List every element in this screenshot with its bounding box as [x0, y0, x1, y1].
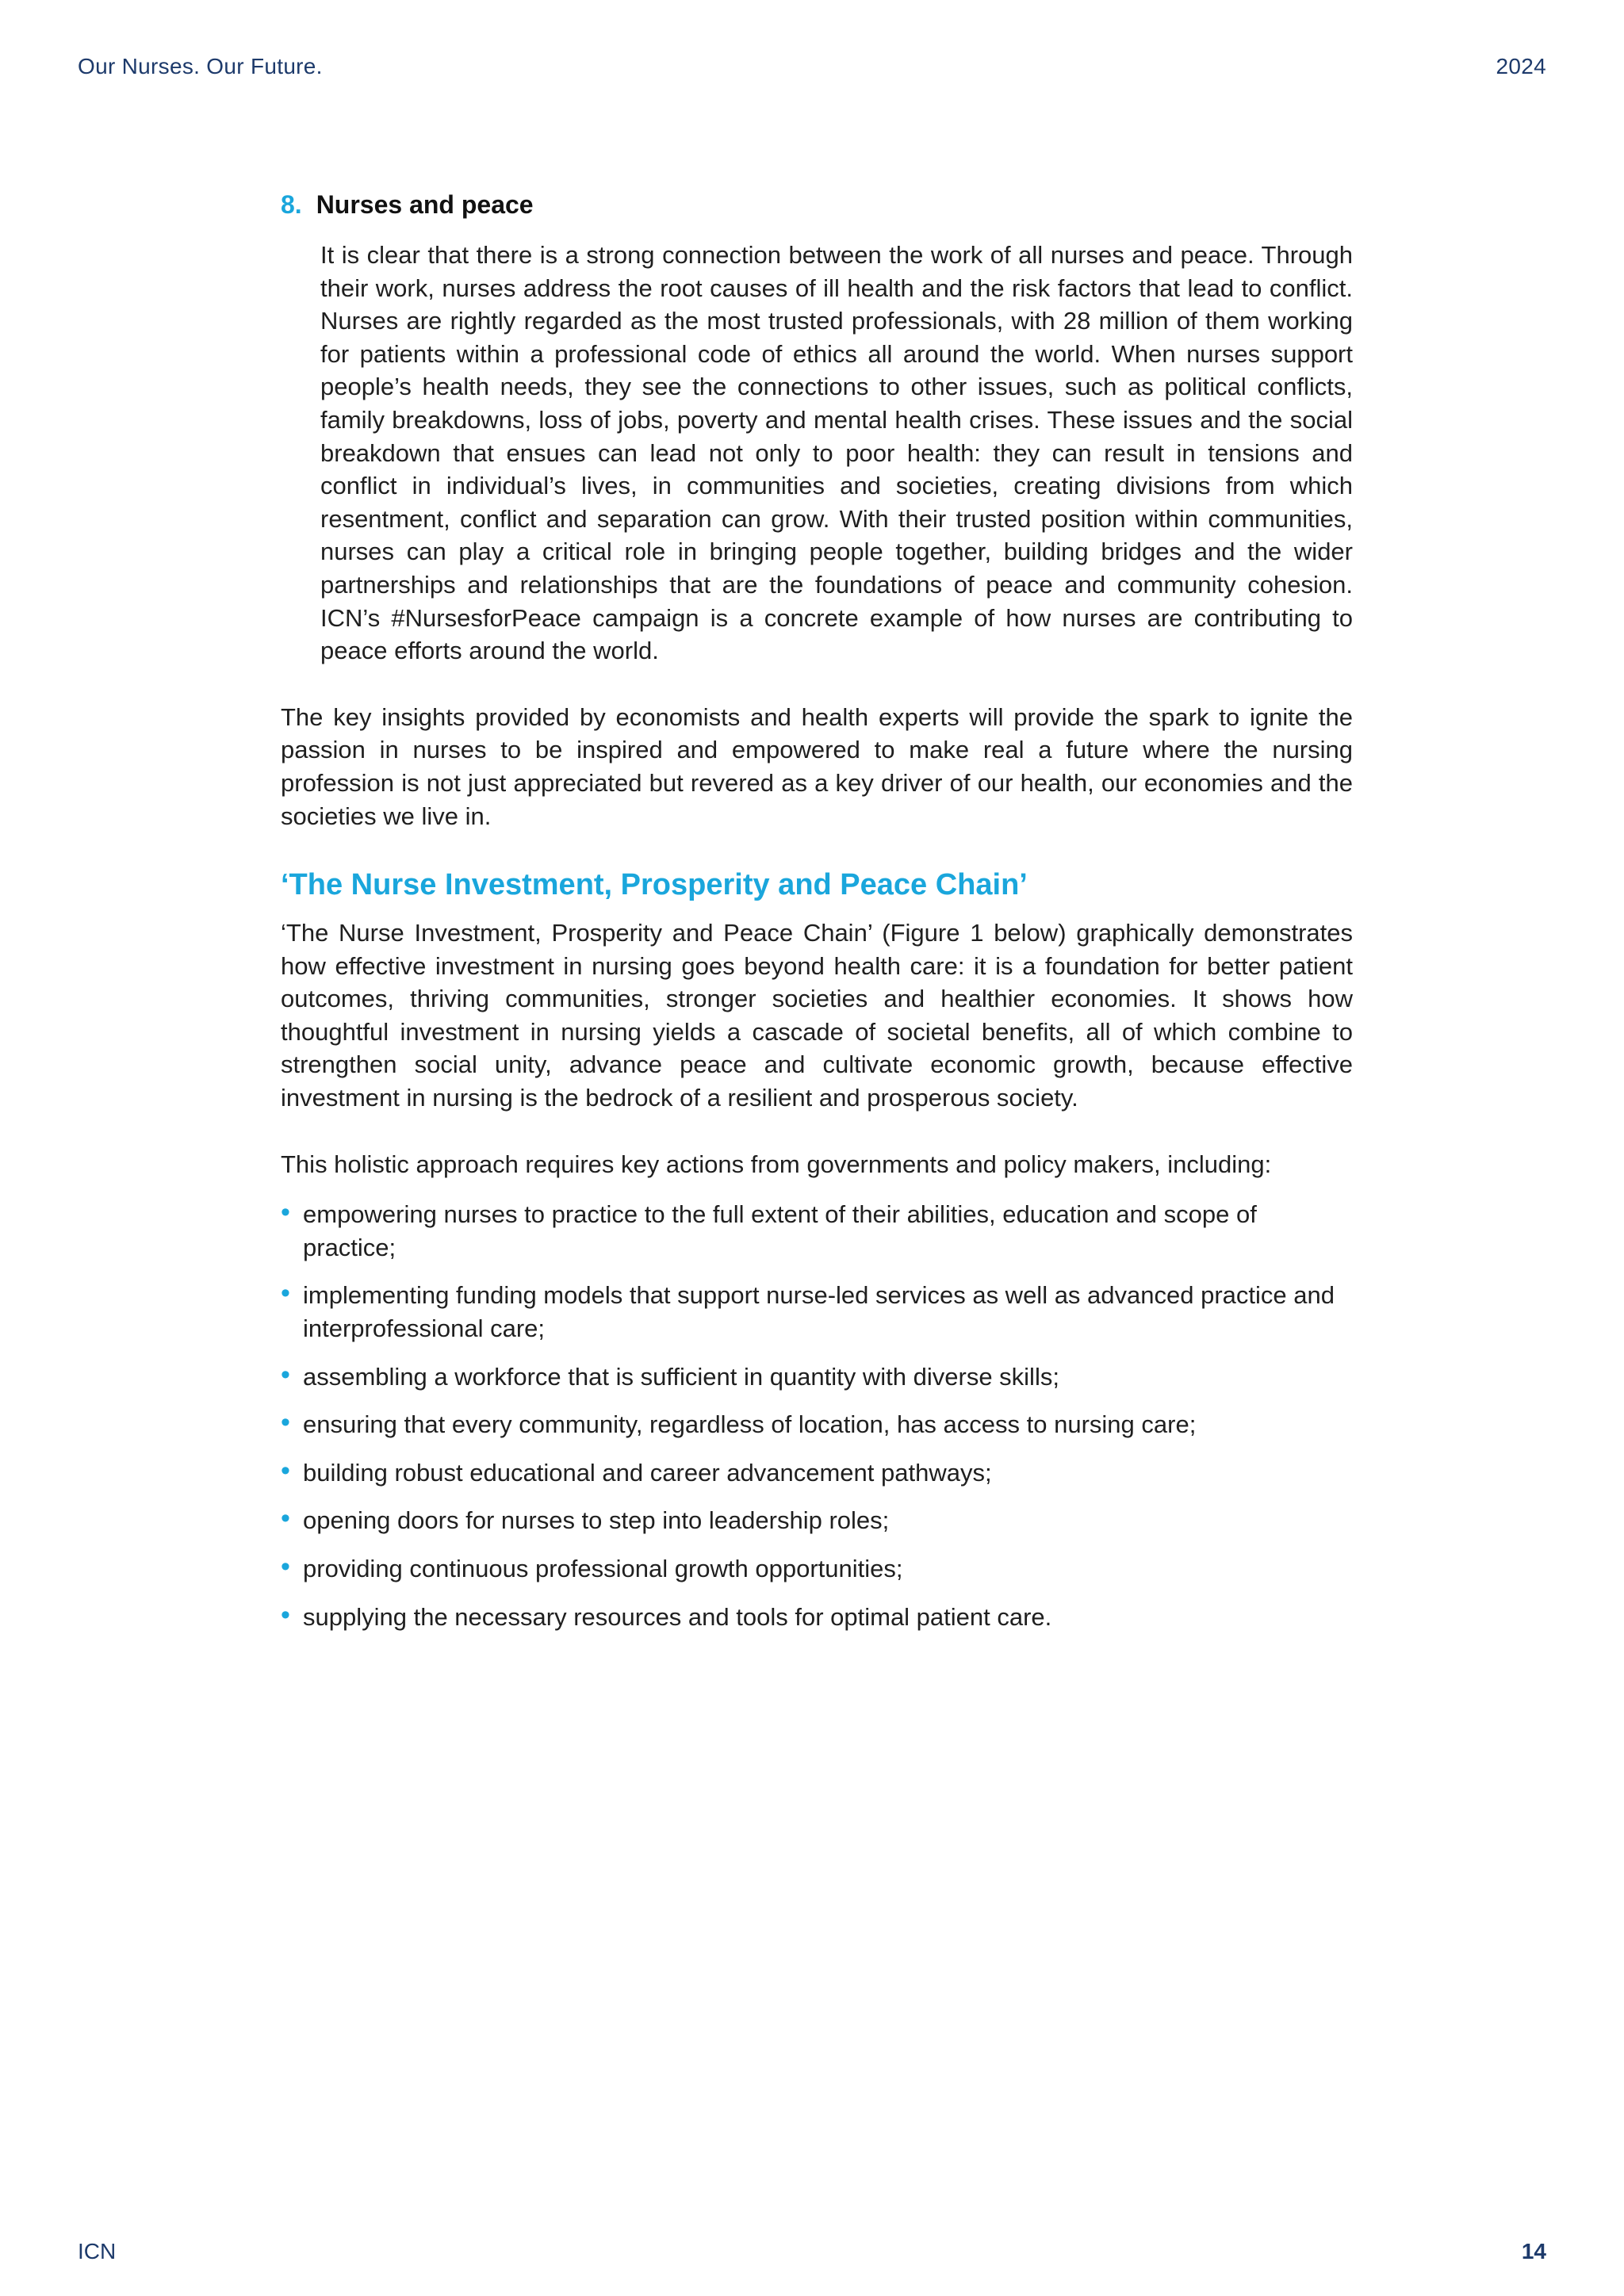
bullet-icon: •	[281, 1278, 290, 1309]
list-item: • supplying the necessary resources and tools for optimal patient care.	[281, 1599, 1052, 1631]
section-8-heading	[281, 190, 1353, 220]
list-item: • assembling a workforce that is sufficient in quantity with diverse skills;	[281, 1359, 1059, 1391]
document-title: Our Nurses. Our Future.	[78, 54, 323, 78]
document-year: 2024	[1496, 54, 1546, 78]
list-item: • ensuring that every community, regardless of location, has access to nursing care;	[281, 1407, 1197, 1439]
bullet-icon: •	[281, 1359, 290, 1390]
page-content	[281, 190, 1353, 1648]
chain-section-title: ‘The Nurse Investment, Prosperity and Peace Chain’	[281, 868, 1028, 902]
nurses-peace-paragraph: It is clear that there is a strong connection between the work of all nurses and peace. Through their work, nurses address the root causes of ill health and the risk factors that lead to conflict. Nurses are rightly regarded as the most trusted professionals, with 28 million of them working for patients within a professional code of ethics all around the world. When nurses support people’s health needs, they see the connections to other issues, such as political conflicts, family breakdowns, loss of jobs, poverty and mental health crises. These issues and the social breakdown that ensues can lead not only to poor health: they can result in tensions and conflict in individual’s lives, in communities and societies, creating divisions from which resentment, conflict and separation can grow. With their trusted position within communities, nurses can play a critical role in bringing people together, building bridges and the wider partnerships and relationships that are the foundations of peace and community cohesion. ICN’s #NursesforPeace campaign is a concrete example of how nurses are contributing to peace efforts around the world.	[320, 241, 1353, 665]
bullet-icon: •	[281, 1599, 290, 1630]
bullet-icon: •	[281, 1503, 290, 1534]
bullet-icon: •	[281, 1197, 290, 1228]
running-footer	[78, 2239, 1546, 2264]
section-title: Nurses and peace	[316, 190, 534, 219]
list-item: • implementing funding models that support nurse-led services as well as advanced practice and interprofessional care;	[281, 1278, 1335, 1343]
organization-name: ICN	[78, 2239, 117, 2263]
list-item: • providing continuous professional growth opportunities;	[281, 1552, 903, 1582]
section-number: 8.	[281, 190, 302, 219]
bullet-icon: •	[281, 1552, 290, 1582]
list-item: • building robust educational and career advancement pathways;	[281, 1455, 992, 1487]
list-item: • empowering nurses to practice to the full extent of their abilities, education and scope of practice;	[281, 1197, 1257, 1261]
page-number: 14	[1521, 2239, 1546, 2263]
bullet-icon: •	[281, 1455, 290, 1486]
bullet-icon: •	[281, 1407, 290, 1438]
key-actions-list	[281, 1198, 1353, 1633]
list-item: • opening doors for nurses to step into leadership roles;	[281, 1503, 890, 1535]
chain-paragraph: ‘The Nurse Investment, Prosperity and Peace Chain’ (Figure 1 below) graphically demonstrates how effective investment in nursing goes beyond health care: it is a foundation for better patient outcomes, thriving communities, stronger societies and healthier economies. It shows how thoughtful investment in nursing yields a cascade of societal benefits, all of which combine to strengthen social unity, advance peace and cultivate economic growth, because effective investment in nursing is the bedrock of a resilient and prosperous society.	[281, 919, 1353, 1112]
key-insights-paragraph: The key insights provided by economists and health experts will provide the spark to ignite the passion in nurses to be inspired and empowered to make real a future where the nursing profession is not just appreciated but revered as a key driver of our health, our economies and the societies we live in.	[281, 702, 1353, 830]
holistic-intro: This holistic approach requires key actions from governments and policy makers, including:	[281, 1150, 1272, 1178]
running-header	[78, 54, 1546, 79]
